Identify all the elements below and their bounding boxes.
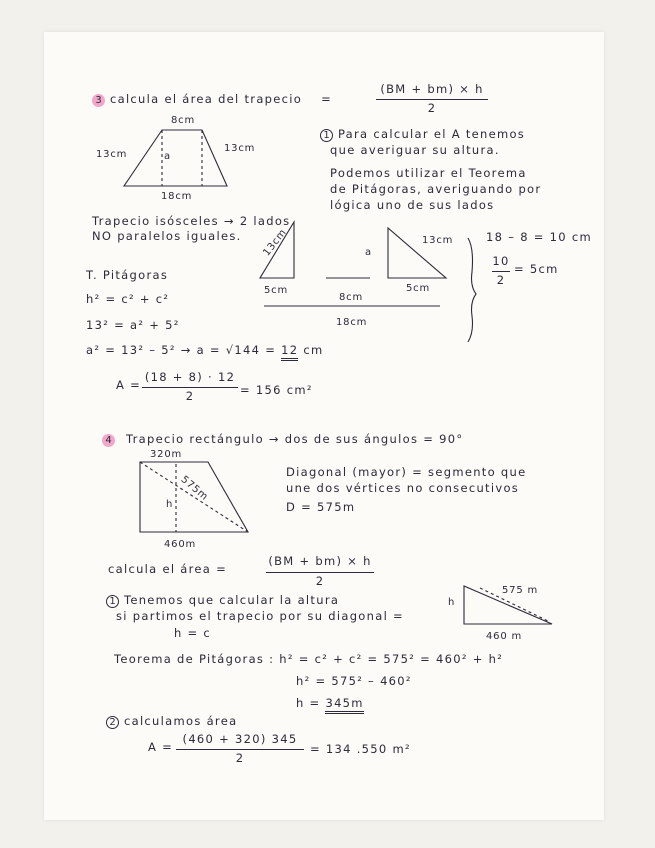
height-lhs: h = bbox=[296, 696, 321, 710]
step-line: si partimos el trapecio por su diagonal = bbox=[116, 609, 404, 623]
right-trapezoid-top-label: 320m bbox=[150, 449, 183, 460]
area-denominator: 2 bbox=[185, 388, 195, 403]
definition-line: Diagonal (mayor) = segmento que bbox=[286, 465, 527, 479]
triangle-height-label: h bbox=[448, 597, 456, 608]
area-4-fraction bbox=[176, 734, 304, 764]
left-triangle-hypotenuse: 13cm bbox=[261, 227, 290, 259]
right-triangle-hypotenuse: 13cm bbox=[422, 235, 454, 246]
definition-line: une dos vértices no consecutivos bbox=[286, 481, 520, 495]
step-number-badge: 2 bbox=[106, 716, 119, 729]
pythagoras-result: 12 bbox=[281, 343, 298, 361]
problem-number-badge: 3 bbox=[92, 94, 105, 107]
trapezoid-left-label: 13cm bbox=[96, 149, 128, 160]
problem-3-title: calcula el área del trapecio bbox=[109, 92, 303, 106]
problem-4-title: Trapecio rectángulo → dos de sus ángulos = 90° bbox=[125, 432, 464, 446]
right-trapezoid-bottom-label: 460m bbox=[164, 539, 197, 550]
problem-number-badge: 4 bbox=[102, 434, 115, 447]
step-2-title: calculamos área bbox=[123, 714, 238, 728]
side-calculation-2: = 5cm bbox=[514, 262, 559, 276]
area-4-lhs: A = bbox=[148, 740, 174, 754]
explanation-line: que averiguar su altura. bbox=[330, 143, 500, 157]
middle-height-label: a bbox=[365, 247, 372, 258]
pythagoras-4-line-3 bbox=[296, 698, 364, 710]
trapezoid-bottom-label: 18cm bbox=[161, 191, 193, 202]
area-4-result: = 134 .550 m² bbox=[310, 742, 411, 756]
method-line: de Pitágoras, averiguando por bbox=[330, 182, 542, 196]
step-number-badge: 1 bbox=[320, 129, 333, 142]
pythagoras-4-line-1: Teorema de Pitágoras : h² = c² + c² = 575² = 460² + h² bbox=[114, 652, 504, 666]
pythagoras-unit: cm bbox=[303, 343, 324, 357]
area-numerator: (18 + 8) · 12 bbox=[144, 370, 236, 384]
area-4-numerator: (460 + 320) 345 bbox=[182, 732, 298, 746]
step-line: Tenemos que calcular la altura bbox=[123, 593, 340, 607]
height-result: 345m bbox=[325, 696, 363, 714]
diagonal-value: D = 575m bbox=[286, 500, 356, 514]
triangle-base-label: 460 m bbox=[486, 631, 523, 642]
height-equals-leg: h = c bbox=[174, 626, 212, 640]
step-number-badge: 1 bbox=[106, 595, 119, 608]
right-trapezoid-height-label: h bbox=[166, 499, 174, 510]
method-line: Podemos utilizar el Teorema bbox=[330, 166, 527, 180]
pythagoras-line-1: h² = c² + c² bbox=[86, 292, 170, 306]
trapezoid-right-label: 13cm bbox=[224, 143, 256, 154]
total-length-label: 18cm bbox=[336, 317, 368, 328]
fraction-bar bbox=[176, 749, 304, 750]
area-4-denominator: 2 bbox=[235, 750, 245, 765]
pythagoras-step: a² = 13² – 5² → a = √144 = bbox=[86, 343, 277, 357]
pythagoras-title: T. Pitágoras bbox=[86, 268, 169, 282]
step-2-heading bbox=[106, 716, 237, 729]
left-triangle-base: 5cm bbox=[264, 285, 289, 296]
notebook-page bbox=[44, 32, 604, 820]
side-calculation-1: 18 – 8 = 10 cm bbox=[486, 230, 592, 244]
side-fraction-numerator: 10 bbox=[492, 254, 510, 268]
area-lhs: A = bbox=[116, 378, 142, 392]
method-line: lógica uno de sus lados bbox=[330, 198, 495, 212]
note-line: NO paralelos iguales. bbox=[92, 229, 242, 243]
area-formula-lhs: calcula el área = bbox=[108, 562, 228, 576]
right-trapezoid-diagonal-label: 575m bbox=[178, 474, 211, 504]
pythagoras-4-line-2: h² = 575² – 460² bbox=[296, 674, 412, 688]
explanation-line: Para calcular el A tenemos bbox=[337, 127, 526, 141]
right-triangle-base: 5cm bbox=[406, 283, 431, 294]
side-fraction-denominator: 2 bbox=[496, 272, 506, 287]
trapezoid-top-label: 8cm bbox=[171, 115, 196, 126]
note-line: Trapecio isósceles → 2 lados bbox=[92, 214, 291, 228]
formula-numerator: (BM + bm) × h bbox=[380, 82, 484, 96]
equals-sign: = bbox=[321, 92, 333, 106]
formula-denominator: 2 bbox=[315, 573, 325, 588]
formula-denominator: 2 bbox=[427, 100, 437, 115]
formula-numerator: (BM + bm) × h bbox=[268, 554, 372, 568]
area-result: = 156 cm² bbox=[240, 383, 313, 397]
triangle-hypotenuse-label: 575 m bbox=[502, 585, 539, 596]
middle-base-label: 8cm bbox=[339, 292, 364, 303]
pythagoras-line-2: 13² = a² + 5² bbox=[86, 318, 180, 332]
trapezoid-height-label: a bbox=[164, 151, 171, 162]
